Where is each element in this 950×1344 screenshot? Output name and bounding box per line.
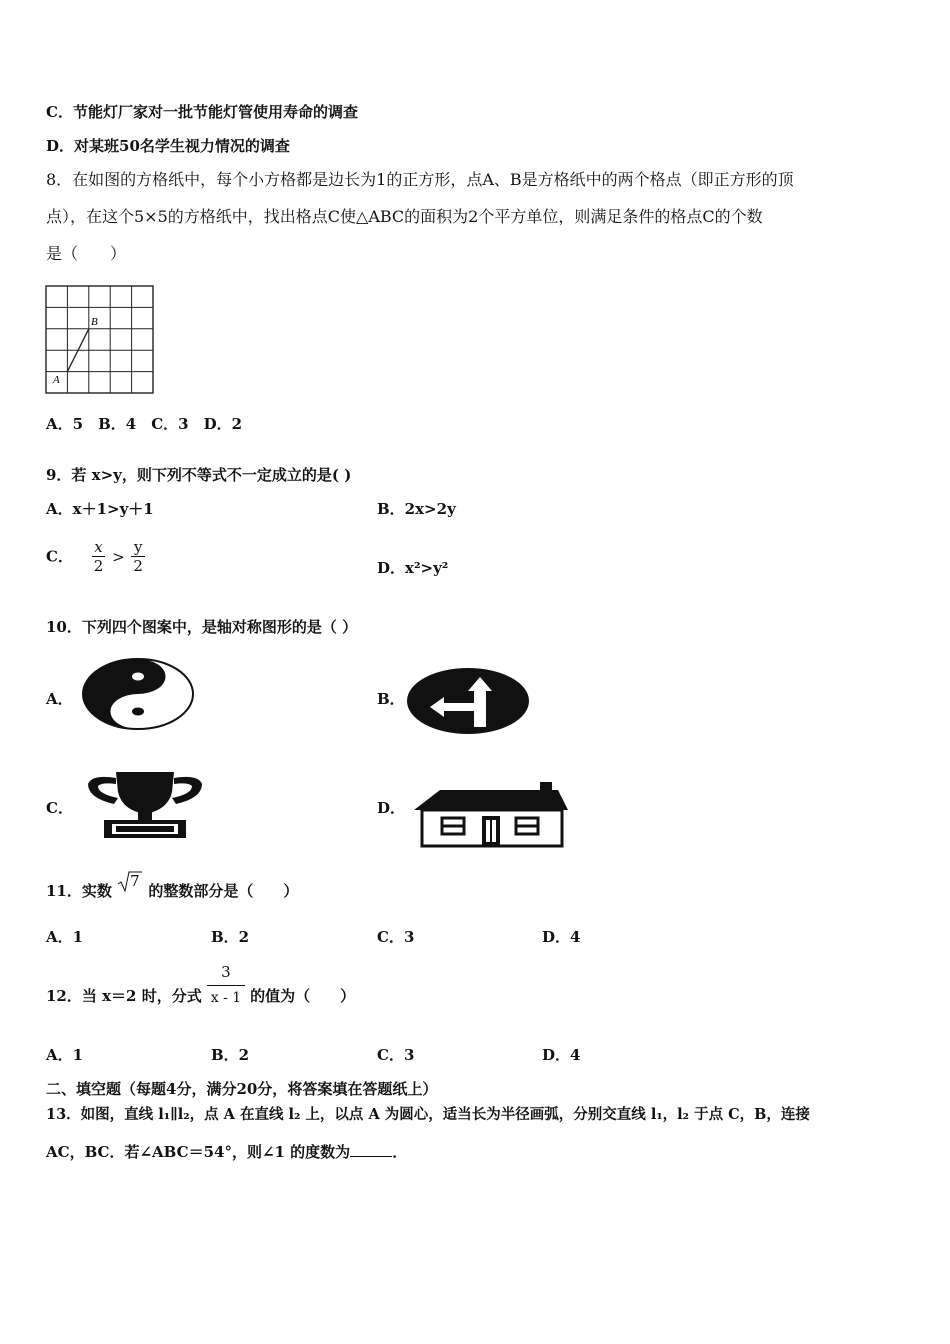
q10-option-a: A． xyxy=(46,690,73,708)
q10-stem: 10．下列四个图案中，是轴对称图形的是（ ） xyxy=(46,618,358,636)
q12-option-d: D．4 xyxy=(542,1046,581,1064)
q8-answer-options: A．5 B．4 C．3 D．2 xyxy=(46,415,243,433)
q9-fraction-right-num: y xyxy=(133,538,143,556)
q11-stem xyxy=(46,872,299,901)
q11-stem-pre: 11．实数 xyxy=(46,882,112,900)
q9-fraction-right-den: 2 xyxy=(133,557,143,575)
q8-point-b-label: B xyxy=(91,316,98,328)
q9-option-b: B．2x>2y xyxy=(377,500,456,518)
q9-stem: 9．若 x>y，则下列不等式不一定成立的是( ) xyxy=(46,466,352,484)
q12-stem-post: 的值为（ ） xyxy=(250,987,356,1005)
q12-stem xyxy=(46,963,356,1006)
q11-option-c: C．3 xyxy=(377,928,415,946)
q8-point-a-label: A xyxy=(53,374,60,386)
q9-fraction-left-num: x xyxy=(94,538,103,556)
q11-sqrt-seven xyxy=(117,872,143,901)
q8-line2: 点），在这个5×5的方格纸中，找出格点C使△ABC的面积为2个平方单位，则满足条件的格点C的个数 xyxy=(46,207,763,226)
q12-fraction-num: 3 xyxy=(221,963,231,981)
q9-fraction-right xyxy=(131,538,145,575)
q8-grid-figure xyxy=(44,284,156,396)
house-icon xyxy=(410,780,572,848)
q12-fraction-bar xyxy=(207,985,245,986)
q9-option-d: D．x²>y² xyxy=(377,559,449,577)
trophy-icon xyxy=(82,768,208,840)
q11-stem-post: 的整数部分是（ ） xyxy=(148,882,299,900)
q11-option-b: B．2 xyxy=(211,928,250,946)
q13-line2 xyxy=(46,1142,407,1162)
q9-option-a: A．x＋1>y＋1 xyxy=(46,500,154,518)
q12-option-b: B．2 xyxy=(211,1046,250,1064)
q12-stem-pre: 12．当 x＝2 时，分式 xyxy=(46,987,202,1005)
q9-option-c xyxy=(46,538,145,580)
q9-fraction-left-den: 2 xyxy=(93,557,104,575)
q8-line1: 8．在如图的方格纸中，每个小方格都是边长为1的正方形，点A、B是方格纸中的两个格点（即正方形的顶 xyxy=(46,170,794,189)
q11-radicand: 7 xyxy=(130,872,140,890)
q12-fraction-den: x - 1 xyxy=(210,990,242,1006)
q11-option-a: A．1 xyxy=(46,928,84,946)
q12-option-a: A．1 xyxy=(46,1046,84,1064)
section-fill-blank-title: 二、填空题（每题4分，满分20分，将答案填在答题纸上） xyxy=(46,1080,438,1098)
q8-line3: 是（ ） xyxy=(46,244,127,263)
turn-arrow-sign-icon xyxy=(406,667,530,735)
prev-option-d: D．对某班50名学生视力情况的调查 xyxy=(46,137,290,155)
prev-option-c: C．节能灯厂家对一批节能灯管使用寿命的调查 xyxy=(46,103,358,121)
q11-option-d: D．4 xyxy=(542,928,581,946)
q13-answer-blank[interactable] xyxy=(350,1142,392,1157)
q13-line2-pre: AC，BC．若∠ABC＝54°，则∠1 的度数为 xyxy=(46,1143,351,1161)
q10-option-c: C． xyxy=(46,799,73,817)
q9-greater-than: > xyxy=(112,547,125,566)
q10-option-d: D． xyxy=(377,799,406,817)
q12-fraction xyxy=(207,963,245,1006)
q13-line1: 13．如图，直线 l₁∥l₂，点 A 在直线 l₂ 上，以点 A 为圆心，适当长为半径画弧，分别交直线 l₁，l₂ 于点 C，B，连接 xyxy=(46,1106,810,1123)
q9-fraction-left xyxy=(92,538,106,575)
q13-line2-post: ． xyxy=(392,1143,408,1161)
q9-option-c-label: C． xyxy=(46,547,73,566)
q12-option-c: C．3 xyxy=(377,1046,415,1064)
yin-yang-icon xyxy=(80,656,196,732)
q10-option-b: B． xyxy=(377,690,405,708)
